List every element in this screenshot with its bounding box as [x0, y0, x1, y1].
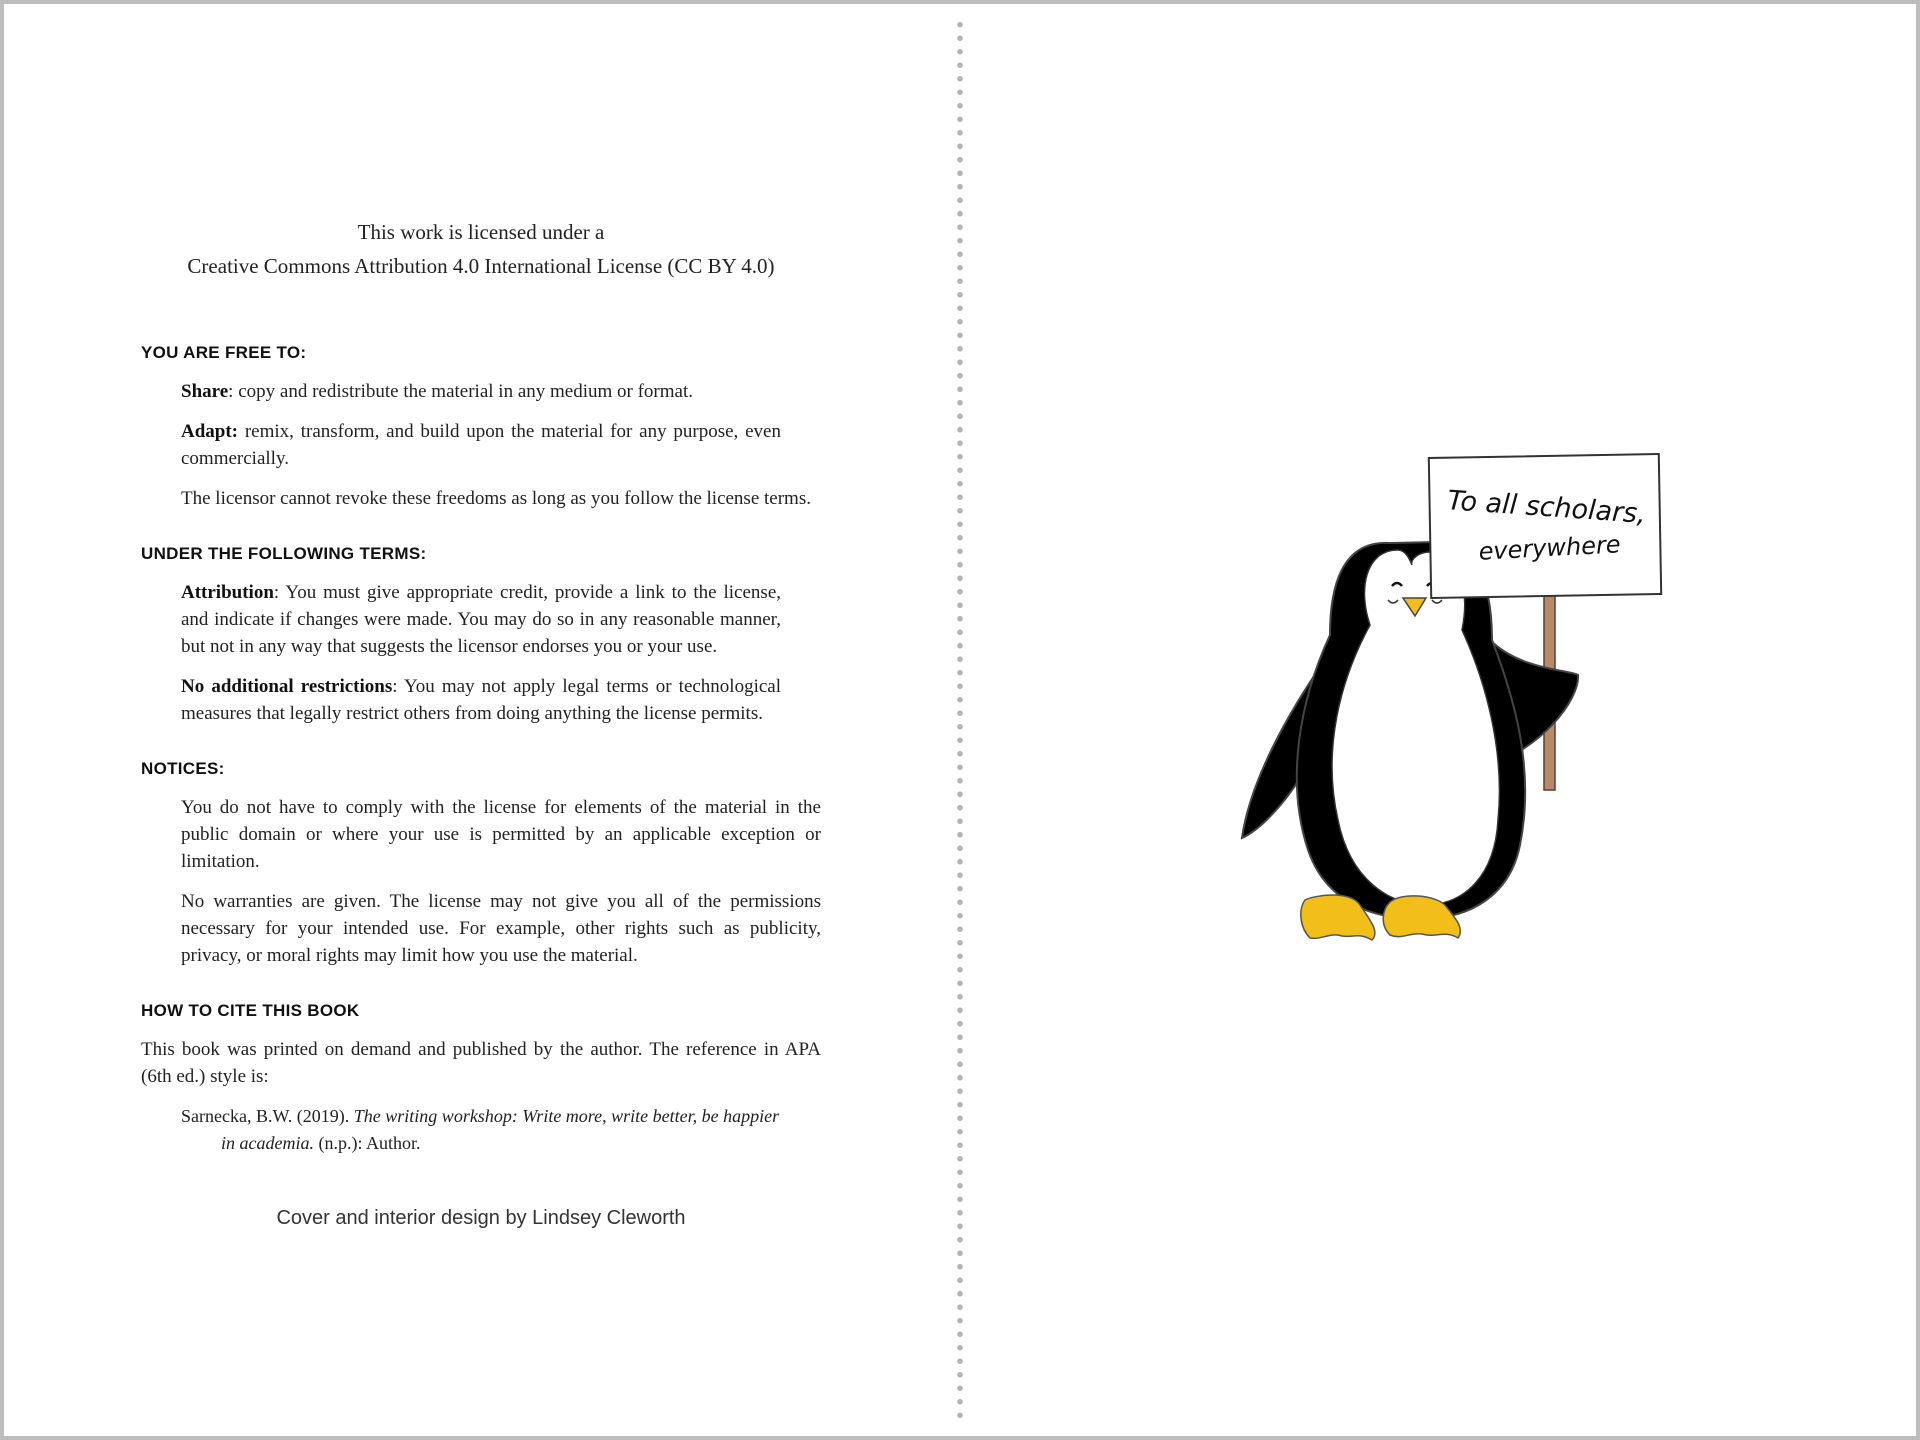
cite-intro: This book was printed on demand and published by the author. The reference in APA (6th ed.) style is:: [141, 1039, 821, 1087]
attribution-paragraph: [141, 579, 781, 660]
notice-paragraph-1: You do not have to comply with the license for elements of the material in the public domain or where your use is permitted by an applicable exception or limitation.: [181, 797, 821, 872]
share-text: : copy and redistribute the material in any medium or format.: [228, 381, 694, 402]
revoke-paragraph: The licensor cannot revoke these freedoms as long as you follow the license terms.: [181, 488, 811, 509]
citation-reference: [141, 1103, 781, 1157]
license-line-1: This work is licensed under a: [357, 220, 605, 244]
terms-heading: UNDER THE FOLLOWING TERMS:: [141, 544, 427, 563]
attribution-term: Attribution: [181, 582, 274, 603]
copyright-page: [141, 215, 821, 1232]
citation-title: The writing workshop: Write more, write better, be happier in academia.: [221, 1106, 780, 1153]
sign-text-line-1: To all scholars,: [1446, 485, 1647, 530]
penguin-drawing: [1230, 450, 1670, 970]
license-line-2: Creative Commons Attribution 4.0 International License (CC BY 4.0): [187, 254, 775, 278]
cite-heading: HOW TO CITE THIS BOOK: [141, 1001, 360, 1020]
citation-rest: (n.p.): Author.: [313, 1133, 421, 1153]
free-heading: YOU ARE FREE TO:: [141, 343, 307, 362]
attribution-text: : You must give appropriate credit, provide a link to the license, and indicate if changes were made. You may do so in any reasonable manner, but not in any way that suggests the licensor endorses you or your use.: [181, 582, 781, 657]
adapt-paragraph: [141, 418, 781, 472]
share-paragraph: [141, 378, 781, 405]
penguin-illustration: [1230, 450, 1670, 970]
license-heading: [141, 215, 821, 283]
sign-text-line-2: everywhere: [1477, 530, 1622, 566]
adapt-text: remix, transform, and build upon the material for any purpose, even commercially.: [181, 421, 781, 469]
notice-paragraph-2: No warranties are given. The license may not give you all of the permissions necessary for your intended use. For example, other rights such as publicity, privacy, or moral rights may limit how you use the material.: [181, 891, 821, 966]
notices-heading: NOTICES:: [141, 759, 225, 778]
restrictions-term: No additional restrictions: [181, 676, 393, 697]
share-term: Share: [181, 381, 229, 402]
restrictions-paragraph: [141, 673, 781, 727]
adapt-term: Adapt:: [181, 421, 239, 442]
restrictions-text: : You may not apply legal terms or technological measures that legally restrict others from doing anything the license permits.: [181, 676, 782, 724]
citation-author: Sarnecka, B.W. (2019).: [181, 1106, 354, 1126]
design-credit: Cover and interior design by Lindsey Cleworth: [276, 1207, 686, 1229]
page-divider: [957, 18, 963, 1422]
